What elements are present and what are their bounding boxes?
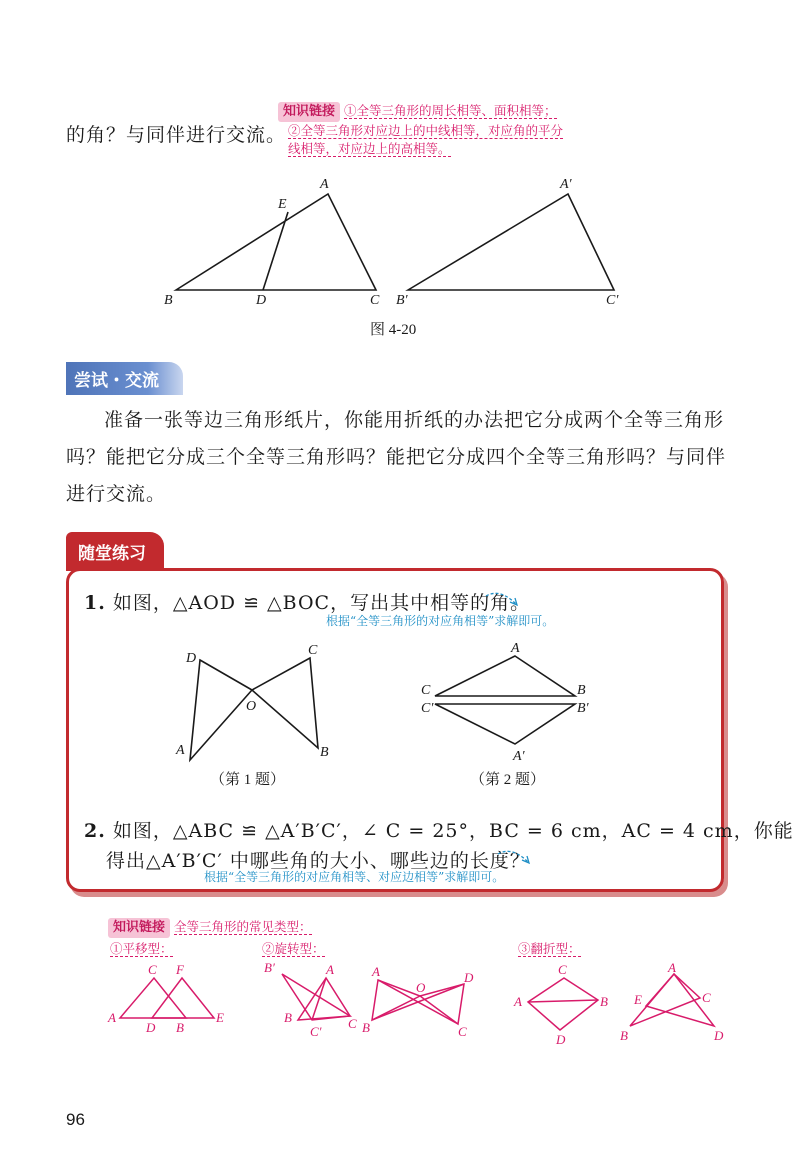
translation-label-e: E [216, 1010, 224, 1025]
question-2-hint: 根据“全等三角形的对应角相等、对应边相等”求解即可。 [204, 870, 505, 884]
fig1-label-d: D [186, 651, 197, 666]
label-c: C [370, 293, 380, 308]
refl-label-b: B [620, 1028, 628, 1043]
question-2-number: 2. [84, 820, 106, 842]
label-b-prime: B′ [396, 293, 408, 308]
fig2-label-c-prime: C′ [421, 701, 434, 716]
fig2-label-b-prime: B′ [577, 701, 589, 716]
label-e: E [278, 197, 287, 212]
intro-tail-text: 的角？与同伴进行交流。 [66, 124, 287, 146]
bowtie-label-o: O [416, 980, 426, 995]
knowledge-link-2-intro: 全等三角形的常见类型： [174, 919, 312, 934]
fig2-label-a: A [511, 641, 520, 656]
fig2-label-c: C [421, 683, 431, 698]
triangle-a2b2c2-bottom [435, 704, 575, 744]
practice-figure-1-caption: （第 1 题） [210, 772, 286, 788]
kite-label-c: C [558, 962, 567, 977]
triangle-boc [252, 658, 318, 748]
knowledge-link-2-tag: 知识链接 [108, 918, 170, 938]
rotation-label-c: C [348, 1016, 357, 1031]
triangle-aod [190, 660, 252, 760]
try-exchange-text: 准备一张等边三角形纸片，你能用折纸的办法把它分成两个全等三角形吗？能把它分成三个全等三角形吗？能把它分成四个全等三角形吗？与同伴进行交流。 [66, 409, 727, 505]
practice-figure-1 [170, 640, 340, 770]
type-rotation-label: ②旋转型： [262, 941, 325, 956]
rotation-label-c-prime: C′ [310, 1024, 322, 1039]
triangle-doc [420, 984, 464, 1024]
translation-label-a: A [108, 1010, 116, 1025]
label-d: D [256, 293, 267, 308]
label-a-prime: A′ [560, 177, 572, 192]
type-reflection-label: ③翻折型： [518, 941, 581, 956]
question-1-number: 1. [84, 592, 106, 614]
label-b: B [164, 293, 173, 308]
label-c-prime: C′ [606, 293, 619, 308]
fig2-label-a-prime: A′ [513, 749, 525, 764]
triangle-abc [176, 194, 376, 290]
translation-label-f: F [176, 962, 184, 977]
refl-label-d: D [714, 1028, 724, 1043]
kite-label-a: A [514, 994, 522, 1009]
triangle-aob [372, 980, 420, 1020]
hint-arrow-2 [494, 846, 534, 870]
knowledge-link-1 [278, 102, 658, 158]
kite-label-d: D [556, 1032, 566, 1044]
triangle-abc-top [435, 656, 575, 696]
bowtie-label-c: C [458, 1024, 467, 1039]
reflection-type-figure-2 [616, 960, 736, 1046]
question-2-line-1: 如图，△ABC ≌ △A′B′C′，∠ C = 25°，BC = 6 cm，AC = 4 cm，你能 [112, 820, 794, 842]
kite-label-b: B [600, 994, 608, 1009]
fig1-label-c: C [308, 643, 318, 658]
rotation-label-a: A [326, 962, 334, 977]
translation-label-c: C [148, 962, 157, 977]
fig1-label-a: A [176, 743, 185, 758]
knowledge-link-2 [108, 918, 312, 938]
try-exchange-heading: 尝试・交流 [66, 362, 183, 395]
knowledge-line-1: ①全等三角形的周长相等、面积相等； [344, 103, 557, 118]
knowledge-line-2: ②全等三角形对应边上的中线相等，对应角的平分 [288, 123, 564, 138]
triangle-b2c2 [282, 974, 350, 1020]
bowtie-label-d: D [464, 970, 474, 985]
kite-acbd [528, 978, 598, 1030]
fig2-label-b: B [577, 683, 586, 698]
refl-label-c: C [702, 990, 711, 1005]
question-1-hint: 根据“全等三角形的对应角相等”求解即可。 [326, 614, 555, 628]
rotation-label-b-prime: B′ [264, 960, 275, 975]
practice-heading: 随堂练习 [66, 532, 164, 571]
rotation-label-b: B [284, 1010, 292, 1025]
translation-label-d: D [146, 1020, 156, 1035]
triangle-acb [120, 978, 186, 1018]
refl-label-a: A [668, 960, 676, 975]
triangle-dfe [152, 978, 214, 1018]
figure-4-20 [150, 170, 650, 320]
question-2 [84, 816, 794, 876]
translation-label-b: B [176, 1020, 184, 1035]
fig1-label-o: O [246, 699, 257, 714]
bowtie-label-b: B [362, 1020, 370, 1035]
triangle-a2b2c2 [408, 194, 614, 290]
rotation-type-figure-2 [360, 964, 484, 1044]
practice-figure-2-caption: （第 2 题） [470, 772, 546, 788]
reflection-type-figure-1 [512, 960, 612, 1044]
practice-figure-2 [415, 638, 600, 768]
type-translation-label: ①平移型： [110, 941, 173, 956]
segment-de [263, 212, 288, 290]
figure-4-20-caption: 图 4-20 [370, 322, 417, 338]
page-number: 96 [66, 1110, 85, 1129]
knowledge-line-3: 线相等，对应边上的高相等。 [288, 141, 451, 156]
refl-label-e: E [634, 992, 642, 1007]
question-2-line-2: 得出△A′B′C′ 中哪些角的大小、哪些边的长度？ [106, 850, 530, 872]
question-1 [84, 588, 530, 615]
knowledge-link-tag: 知识链接 [278, 102, 340, 122]
fig1-label-b: B [320, 745, 329, 760]
bowtie-label-a: A [372, 964, 380, 979]
label-a: A [320, 177, 329, 192]
rotation-type-figure-1 [262, 960, 366, 1044]
translation-type-figure [106, 960, 236, 1036]
hint-arrow-1 [482, 588, 522, 612]
question-1-text: 如图，△AOD ≌ △BOC，写出其中相等的角。 [112, 592, 531, 614]
